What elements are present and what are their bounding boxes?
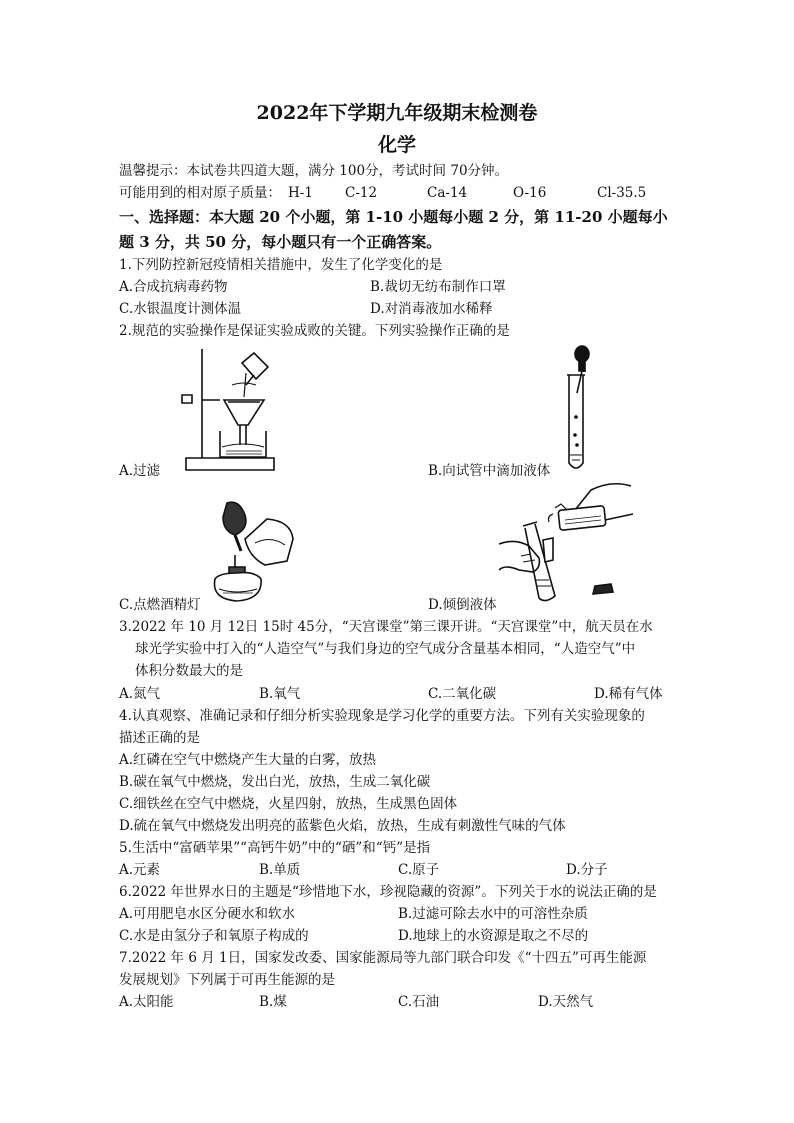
q1-option-a: A.合成抗病毒药物 bbox=[119, 279, 228, 295]
q4-option-a: A.红磷在空气中燃烧产生大量的白雾，放热 bbox=[119, 752, 377, 768]
exam-title: 2022年下学期九年级期末检测卷 bbox=[256, 102, 538, 124]
atomic-mass-h: H-1 bbox=[288, 185, 313, 201]
q3-option-a: A.氮气 bbox=[119, 686, 161, 702]
q5-stem: 5.生活中“富硒苹果”“高钙牛奶”中的“硒”和“钙”是指 bbox=[119, 840, 431, 856]
q4-option-d: D.硫在氧气中燃烧发出明亮的蓝紫色火焰，放热，生成有刺激性气味的气体 bbox=[119, 818, 566, 834]
q4-option-c: C.细铁丝在空气中燃烧，火星四射，放热，生成黑色固体 bbox=[119, 796, 458, 812]
q6-option-b: B.过滤可除去水中的可溶性杂质 bbox=[398, 906, 588, 922]
q5-option-a: A.元素 bbox=[119, 862, 161, 878]
q5-option-b: B.单质 bbox=[259, 862, 301, 878]
section1-heading-line1: 一、选择题：本大题 20 个小题，第 1-10 小题每小题 2 分，第 11-20 小题每小 bbox=[119, 208, 668, 226]
q2-option-d: D.倾倒液体 bbox=[428, 597, 497, 613]
q3-option-c: C.二氧化碳 bbox=[428, 686, 497, 702]
q2-option-a: A.过滤 bbox=[119, 463, 161, 479]
q7-option-a: A.太阳能 bbox=[119, 994, 174, 1010]
alcohol-lamp-figure bbox=[205, 495, 300, 605]
pouring-liquid-figure bbox=[495, 480, 640, 610]
q1-option-b: B.裁切无纺布制作口罩 bbox=[370, 279, 506, 295]
exam-tip: 温馨提示：本试卷共四道大题，满分 100分，考试时间 70分钟。 bbox=[119, 163, 509, 179]
q6-stem: 6.2022 年世界水日的主题是“珍惜地下水，珍视隐藏的资源”。下列关于水的说法正确的是 bbox=[119, 884, 657, 900]
q7-stem-line1: 7.2022 年 6 月 1日，国家发改委、国家能源局等九部门联合印发《“十四五”可再生能源 bbox=[119, 950, 647, 966]
q6-option-a: A.可用肥皂水区分硬水和软水 bbox=[119, 906, 296, 922]
q5-option-c: C.原子 bbox=[398, 862, 440, 878]
q2-option-c: C.点燃酒精灯 bbox=[119, 597, 201, 613]
q4-option-b: B.碳在氧气中燃烧，发出白光，放热，生成二氧化碳 bbox=[119, 774, 431, 790]
q1-stem: 1.下列防控新冠疫情相关措施中，发生了化学变化的是 bbox=[119, 257, 443, 273]
q7-option-b: B.煤 bbox=[259, 994, 287, 1010]
q4-stem-line2: 描述正确的是 bbox=[119, 730, 200, 746]
q4-stem-line1: 4.认真观察、准确记录和仔细分析实验现象是学习化学的重要方法。下列有关实验现象的 bbox=[119, 708, 645, 724]
q6-option-c: C.水是由氢分子和氧原子构成的 bbox=[119, 928, 309, 944]
atomic-mass-cl: Cl-35.5 bbox=[597, 185, 647, 201]
atomic-mass-label: 可能用到的相对原子质量： bbox=[119, 185, 281, 201]
atomic-mass-c: C-12 bbox=[345, 185, 378, 201]
q3-option-d: D.稀有气体 bbox=[594, 686, 663, 702]
q3-stem-line3: 体积分数最大的是 bbox=[135, 663, 243, 679]
atomic-mass-o: O-16 bbox=[513, 185, 547, 201]
q1-option-c: C.水银温度计测体温 bbox=[119, 301, 242, 317]
filtration-figure bbox=[180, 345, 280, 475]
q5-option-d: D.分子 bbox=[566, 862, 608, 878]
q3-option-b: B.氧气 bbox=[259, 686, 301, 702]
q3-stem-line2: 球光学实验中打入的“人造空气”与我们身边的空气成分含量基本相同，“人造空气”中 bbox=[135, 641, 636, 657]
q3-stem-line1: 3.2022 年 10 月 12日 15时 45分，“天宫课堂”第三课开讲。“天宫课堂”中，航天员在水 bbox=[119, 619, 653, 635]
q7-option-d: D.天然气 bbox=[538, 994, 594, 1010]
subject-title: 化学 bbox=[377, 134, 416, 156]
section1-heading-line2: 题 3 分，共 50 分，每小题只有一个正确答案。 bbox=[119, 233, 442, 251]
q7-option-c: C.石油 bbox=[398, 994, 440, 1010]
q2-stem: 2.规范的实验操作是保证实验成败的关键。下列实验操作正确的是 bbox=[119, 323, 510, 339]
q2-option-b: B.向试管中滴加液体 bbox=[428, 463, 551, 479]
dropper-figure bbox=[560, 345, 600, 475]
q7-stem-line2: 发展规划》下列属于可再生能源的是 bbox=[119, 972, 335, 988]
q6-option-d: D.地球上的水资源是取之不尽的 bbox=[398, 928, 589, 944]
atomic-mass-ca: Ca-14 bbox=[427, 185, 468, 201]
q1-option-d: D.对消毒液加水稀释 bbox=[370, 301, 493, 317]
